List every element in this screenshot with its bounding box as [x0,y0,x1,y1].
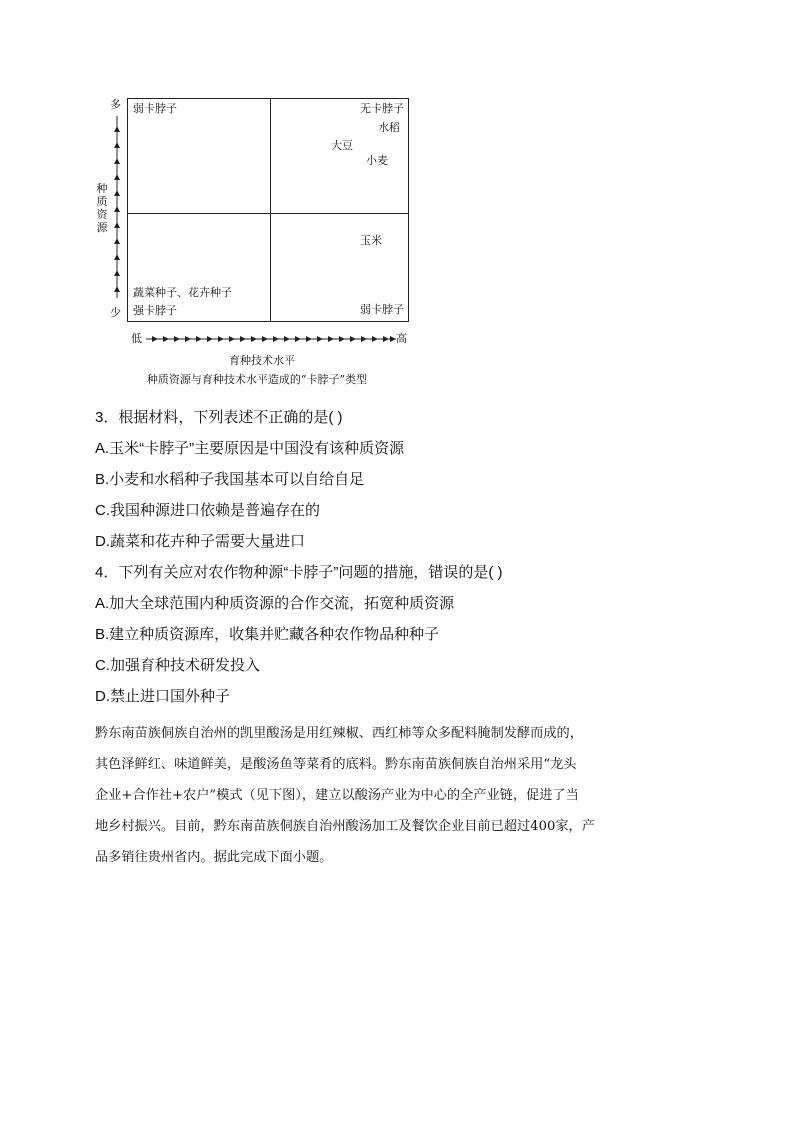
y-axis-arrows [109,98,125,322]
horizontal-divider [128,213,408,214]
y-axis-low-label: 少 [110,306,121,319]
question-4-option-d: D.禁止进口国外种子 [95,688,231,705]
quadrant-top-right-label: 无卡脖子 [360,102,404,115]
passage-line-5: 品多销往贵州省内。据此完成下面小题。 [95,850,333,865]
crop-rice-label: 水稻 [378,121,400,134]
passage-line-4: 地乡村振兴。目前，黔东南苗族侗族自治州酸汤加工及餐饮企业目前已超过400家，产 [95,819,595,834]
crop-soybean-label: 大豆 [331,139,353,152]
crop-corn-label: 玉米 [360,234,382,247]
quadrant-bottom-right-label: 弱卡脖子 [360,303,404,316]
question-4-option-c: C.加强育种技术研发投入 [95,657,261,674]
figure-caption: 种质资源与育种技术水平造成的“卡脖子”类型 [146,373,368,386]
crop-wheat-label: 小麦 [366,154,388,167]
question-3-stem: 3．根据材料，下列表述不正确的是( ) [95,409,343,426]
quadrant-diagram [127,98,409,322]
x-axis-high-label: 高 [396,332,407,345]
seed-bottleneck-figure [92,90,422,390]
question-4-option-a: A.加大全球范围内种质资源的合作交流，拓宽种质资源 [95,595,455,612]
passage-line-1: 黔东南苗族侗族自治州的凯里酸汤是用红辣椒、西红柿等众多配料腌制发酵而成的， [95,726,583,741]
x-axis-arrow-row [128,330,422,348]
y-axis-high-label: 多 [110,98,121,111]
x-axis-title: 育种技术水平 [229,354,295,367]
y-axis-title: 种质资源 [96,182,108,234]
question-3-option-d: D.蔬菜和花卉种子需要大量进口 [95,533,306,550]
y-axis-arrow-column [109,98,125,322]
question-4-option-b: B.建立种质资源库，收集并贮藏各种农作物品种种子 [95,626,440,643]
passage-line-2: 其色泽鲜红、味道鲜美，是酸汤鱼等菜肴的底料。黔东南苗族侗族自治州采用“龙头 [95,757,577,772]
question-3-option-a: A.玉米“卡脖子”主要原因是中国没有该种质资源 [95,440,405,457]
quadrant-bottom-left-label: 强卡脖子 [133,304,177,317]
vertical-divider [270,99,271,321]
question-3-option-c: C.我国种源进口依赖是普遍存在的 [95,502,321,519]
question-4-stem: 4．下列有关应对农作物种源“卡脖子”问题的措施，错误的是( ) [95,564,503,581]
x-axis-arrows [128,330,422,348]
crop-vegetable-flower-label: 蔬菜种子、花卉种子 [133,286,232,299]
question-3-option-b: B.小麦和水稻种子我国基本可以自给自足 [95,471,365,488]
reading-passage [95,718,705,873]
x-axis-low-label: 低 [131,332,142,345]
quadrant-top-left-label: 弱卡脖子 [133,102,177,115]
passage-line-3: 企业+合作社+农户”模式（见下图），建立以酸汤产业为中心的全产业链，促进了当 [95,788,579,803]
